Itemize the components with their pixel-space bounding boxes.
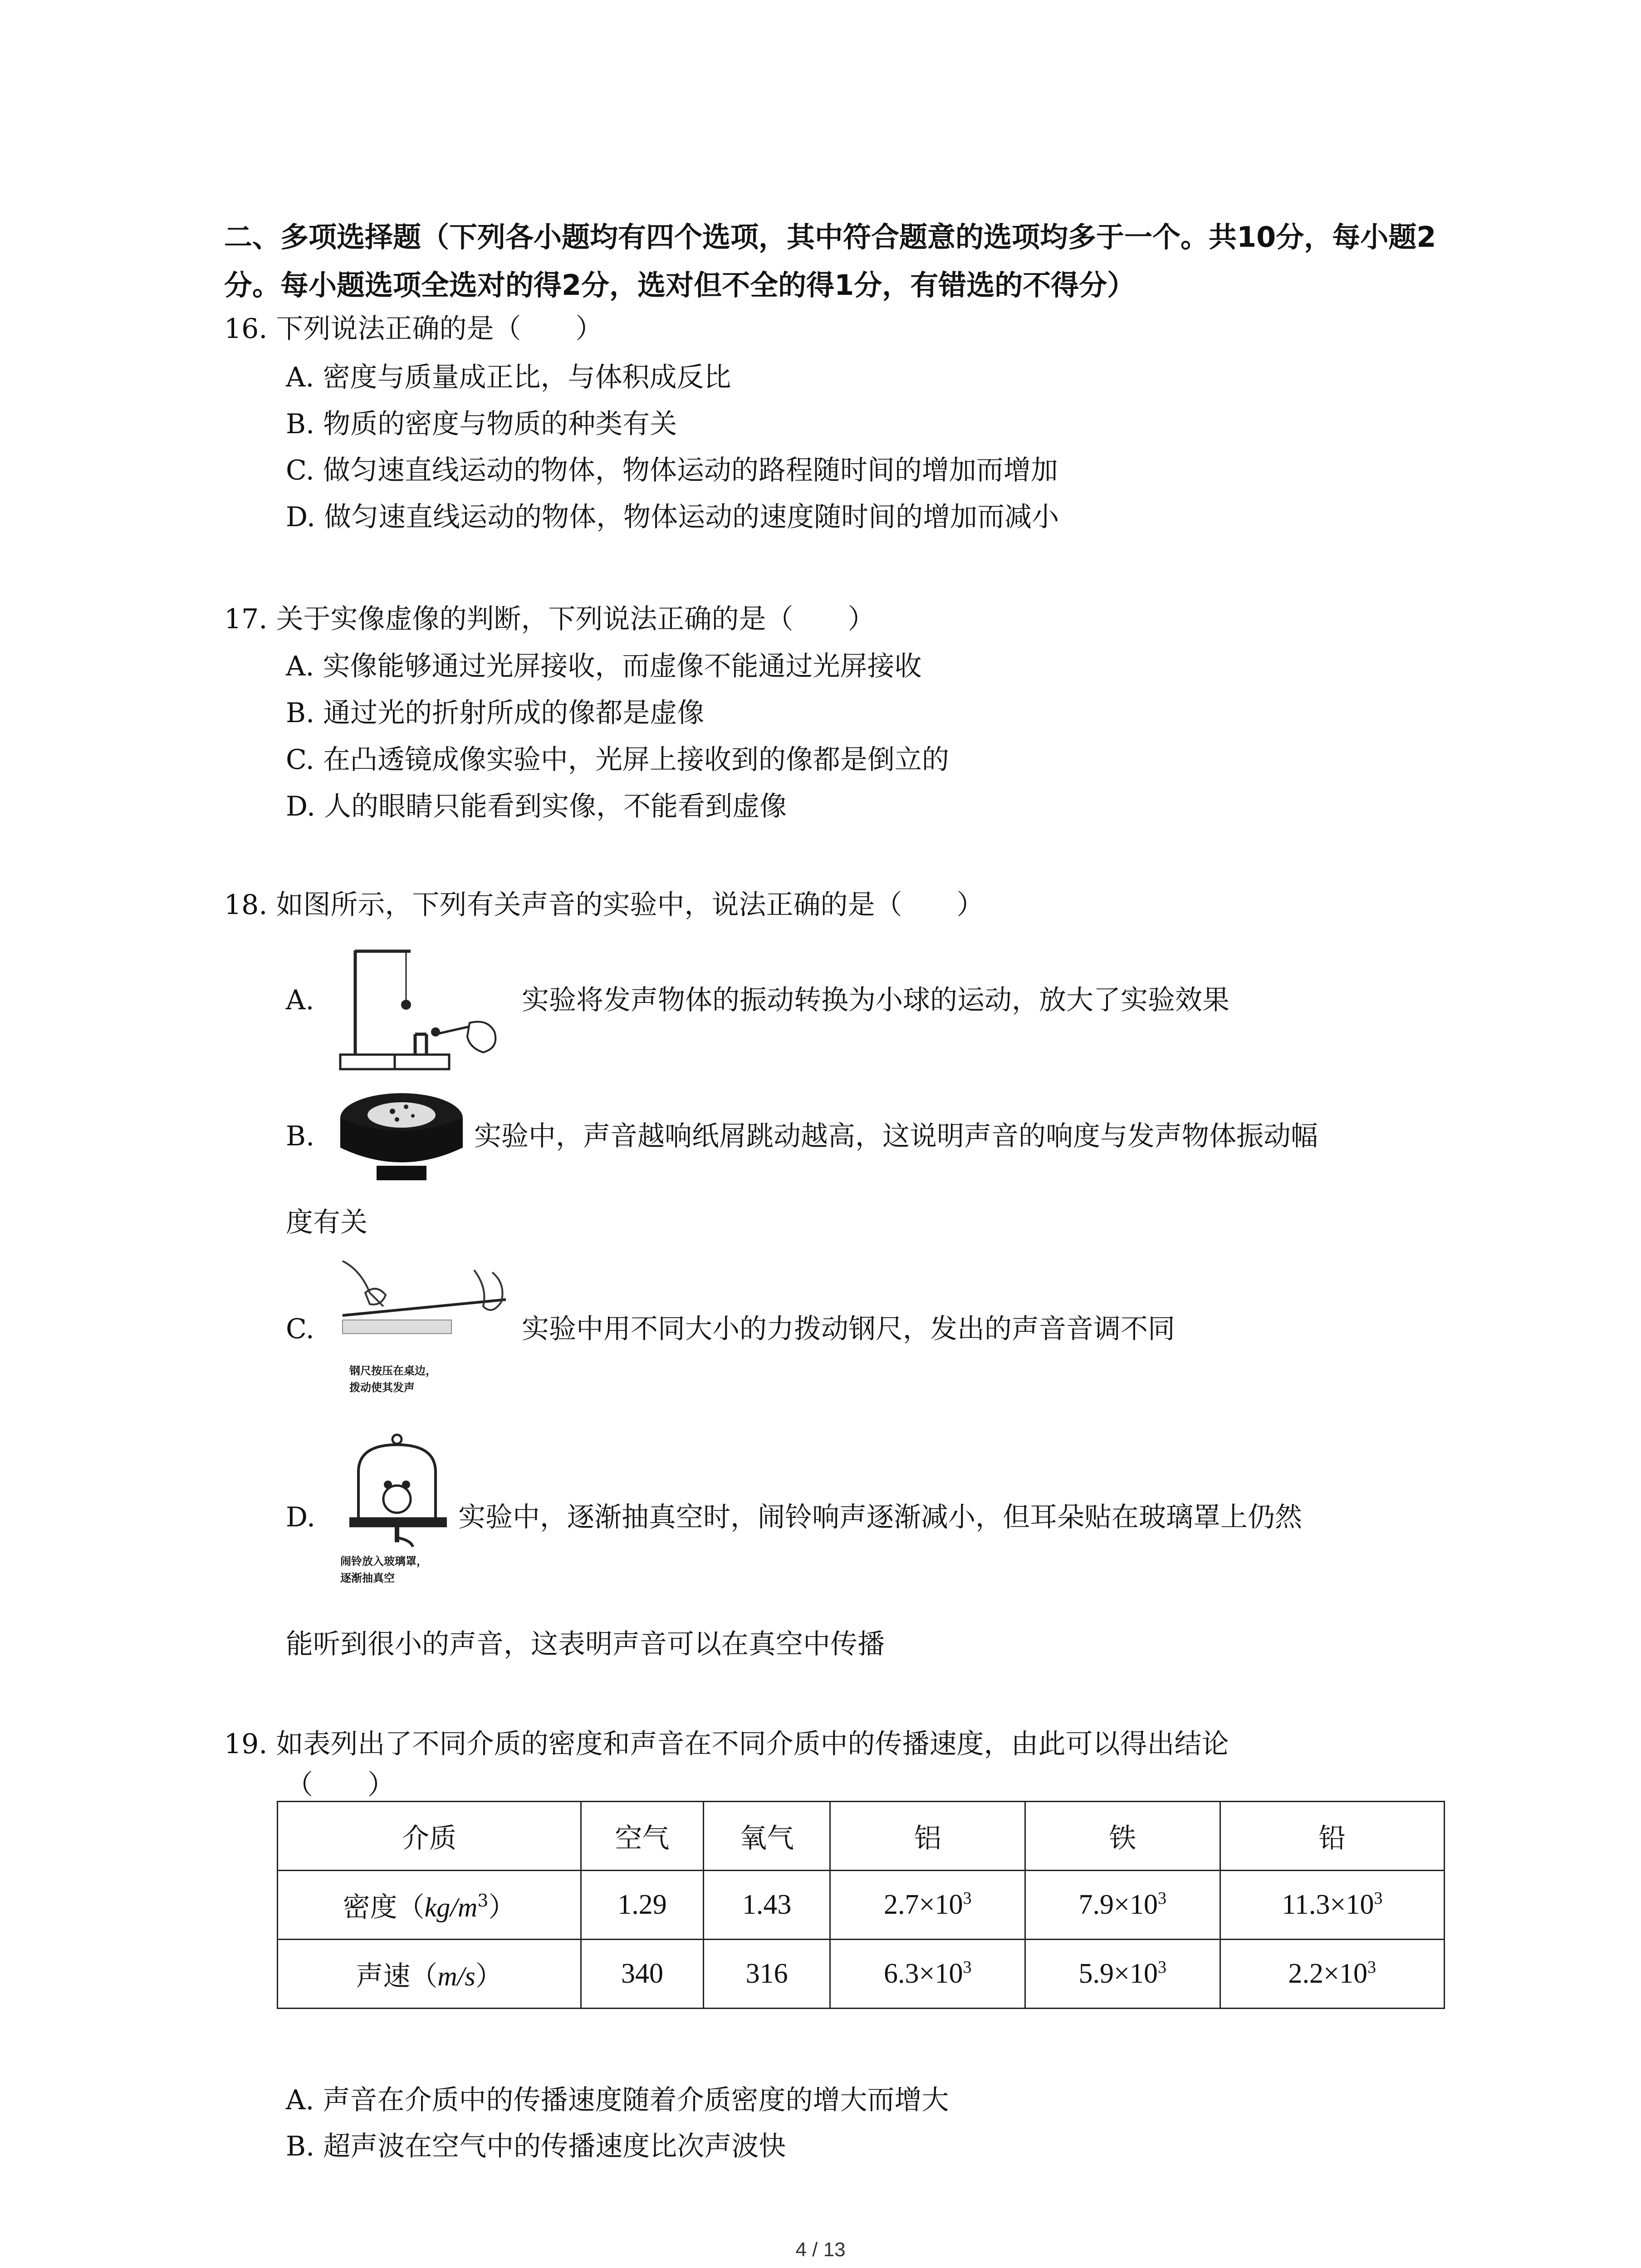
- header-cell: 铝: [830, 1802, 1025, 1871]
- question-16-option-c: C. 做匀速直线运动的物体，物体运动的路程随时间的增加而增加: [286, 455, 1058, 486]
- header-cell: 铁: [1025, 1802, 1220, 1871]
- question-18-option-c-letter: C.: [286, 1313, 314, 1345]
- question-18-stem: 18. 如图所示，下列有关声音的实验中，说法正确的是（ ）: [224, 889, 984, 921]
- question-17-option-c: C. 在凸透镜成像实验中，光屏上接收到的像都是倒立的: [286, 744, 949, 776]
- bell-jar-caption-1: 闹铃放入玻璃罩，: [340, 1555, 427, 1568]
- question-16-stem: 16. 下列说法正确的是（ ）: [224, 313, 603, 345]
- question-18-option-a-text: 实验将发声物体的振动转换为小球的运动，放大了实验效果: [522, 984, 1230, 1016]
- question-16-option-b: B. 物质的密度与物质的种类有关: [286, 408, 677, 440]
- question-17-option-d: D. 人的眼睛只能看到实像，不能看到虚像: [286, 791, 787, 822]
- row-label-sound-speed: 声速（m/s）: [278, 1940, 581, 2009]
- question-19-option-b: B. 超声波在空气中的传播速度比次声波快: [286, 2131, 786, 2162]
- question-18-option-b-text: 实验中，声音越响纸屑跳动越高，这说明声音的响度与发声物体振动幅: [474, 1120, 1318, 1152]
- question-17-option-b: B. 通过光的折射所成的像都是虚像: [286, 697, 705, 729]
- question-18-option-d-text: 实验中，逐渐抽真空时，闹铃响声逐渐减小，但耳朵贴在玻璃罩上仍然: [458, 1501, 1302, 1533]
- row-label-density: 密度$(kg/m^3)$: [278, 1871, 581, 1940]
- question-18-option-b-letter: B.: [286, 1120, 315, 1152]
- question-18-option-b-continued: 度有关: [286, 1207, 367, 1238]
- question-18-option-c-text: 实验中用不同大小的力拨动钢尺，发出的声音音调不同: [522, 1313, 1175, 1345]
- page-number: 4 / 13: [795, 2239, 846, 2261]
- table-cell: $7.9\times 10^3$: [1025, 1871, 1220, 1940]
- table-row-sound-speed: [278, 1940, 1445, 2009]
- table-cell: $5.9\times 10^3$: [1025, 1940, 1220, 2009]
- header-cell: 空气: [581, 1802, 704, 1871]
- tuning-fork-pendulum-figure: [333, 941, 515, 1080]
- table-cell: 316: [703, 1940, 830, 2009]
- header-cell: 铅: [1220, 1802, 1445, 1871]
- question-17-option-a: A. 实像能够通过光屏接收，而虚像不能通过光屏接收: [286, 650, 922, 682]
- table-header-row: [278, 1802, 1445, 1871]
- section-title: 二、多项选择题（下列各小题均有四个选项，其中符合题意的选项均多于一个。共10分，每小题2分。每小题选项全选对的得2分，选对但不全的得1分，有错选的不得分）: [224, 220, 1436, 302]
- header-cell: 氧气: [703, 1802, 830, 1871]
- bell-jar-alarm-figure: [345, 1431, 458, 1549]
- table-cell: 1.29: [581, 1871, 704, 1940]
- question-19-answer-paren: （ ）: [286, 1769, 395, 1801]
- table-cell: $6.3\times 10^3$: [830, 1940, 1025, 2009]
- drum-paper-scraps-figure: [333, 1080, 470, 1188]
- question-16-option-a: A. 密度与质量成正比，与体积成反比: [286, 362, 731, 393]
- table-cell: $11.3\times 10^3$: [1220, 1871, 1445, 1940]
- ruler-figure-caption-1: 钢尺按压在桌边，: [349, 1364, 436, 1377]
- question-19-option-a: A. 声音在介质中的传播速度随着介质密度的增大而增大: [286, 2084, 949, 2116]
- question-18-option-d-letter: D.: [286, 1501, 316, 1533]
- table-row-density: [278, 1871, 1445, 1940]
- table-cell: 340: [581, 1940, 704, 2009]
- question-19-stem: 19. 如表列出了不同介质的密度和声音在不同介质中的传播速度，由此可以得出结论: [224, 1728, 1229, 1760]
- table-cell: $2.2\times 10^3$: [1220, 1940, 1445, 2009]
- table-cell: $2.7\times 10^3$: [830, 1871, 1025, 1940]
- question-16-option-d: D. 做匀速直线运动的物体，物体运动的速度随时间的增加而减小: [286, 501, 1059, 533]
- header-cell: 介质: [278, 1802, 581, 1871]
- question-18-option-d-continued: 能听到很小的声音，这表明声音可以在真空中传播: [286, 1628, 885, 1660]
- table-cell: 1.43: [703, 1871, 830, 1940]
- question-18-option-a-letter: A.: [286, 984, 314, 1016]
- medium-properties-table: [277, 1801, 1445, 2009]
- ruler-figure-caption-2: 拨动使其发声: [349, 1381, 415, 1394]
- steel-ruler-figure: [333, 1252, 515, 1361]
- question-17-stem: 17. 关于实像虚像的判断，下列说法正确的是（ ）: [224, 603, 875, 635]
- bell-jar-caption-2: 逐渐抽真空: [340, 1572, 395, 1584]
